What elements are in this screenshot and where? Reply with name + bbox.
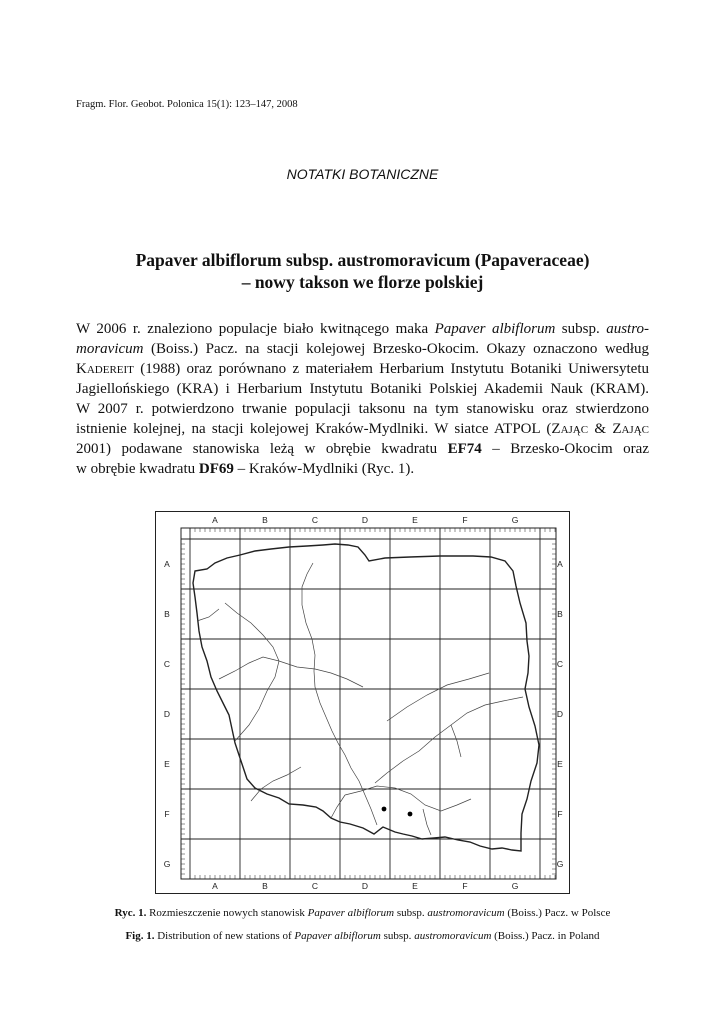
column-label-top: E	[412, 515, 418, 525]
column-label-bottom: F	[462, 881, 468, 891]
row-label-left: D	[163, 709, 171, 719]
atpol-distribution-map	[155, 511, 570, 894]
paragraph-line: 2001) podawane stanowiska leżą w obrębie kwadratu EF74 – Brzesko-Okocim oraz	[76, 441, 649, 457]
row-label-right: A	[557, 559, 563, 569]
column-label-top: B	[262, 515, 268, 525]
paragraph-line: moravicum (Boiss.) Pacz. na stacji kolejowej Brzesko-Okocim. Okazy oznaczono według	[76, 341, 649, 357]
column-label-top: D	[361, 515, 369, 525]
column-label-bottom: G	[511, 881, 519, 891]
paragraph-line: Kadereit (1988) oraz porównano z materiałem Herbarium Instytutu Botaniki Uniwersytetu	[76, 361, 649, 377]
paragraph-line: W 2006 r. znaleziono populacje biało kwitnącego maka Papaver albiflorum subsp. austro-	[76, 321, 649, 337]
body-paragraph	[76, 319, 649, 479]
paragraph-line: istnienie kolejnej, na stacji kolejowej Kraków-Mydlniki. W siatce ATPOL (Zając & Zając	[76, 421, 649, 437]
section-heading: NOTATKI BOTANICZNE	[286, 166, 439, 182]
row-label-right: E	[557, 759, 563, 769]
row-label-right: F	[557, 809, 563, 819]
column-label-top: F	[462, 515, 468, 525]
row-label-right: C	[556, 659, 564, 669]
column-label-top: C	[311, 515, 319, 525]
paragraph-line: W 2007 r. potwierdzono trwanie populacji taksonu na tym stanowisku oraz stwierdzono	[76, 401, 649, 417]
journal-citation: Fragm. Flor. Geobot. Polonica 15(1): 123–147, 2008	[76, 99, 298, 110]
paragraph-line: w obrębie kwadratu DF69 – Kraków-Mydlniki (Ryc. 1).	[76, 461, 415, 477]
article-title-line-1: Papaver albiflorum subsp. austromoravicum (Papaveraceae)	[135, 250, 590, 270]
map-frame	[156, 512, 570, 894]
row-label-left: E	[164, 759, 170, 769]
article-title-line-2: – nowy takson we florze polskiej	[241, 272, 484, 292]
row-label-left: C	[163, 659, 171, 669]
row-label-right: D	[556, 709, 564, 719]
column-label-bottom: A	[212, 881, 218, 891]
row-label-left: A	[164, 559, 170, 569]
column-label-bottom: D	[361, 881, 369, 891]
row-label-left: F	[164, 809, 170, 819]
row-label-left: G	[163, 859, 171, 869]
column-label-top: G	[511, 515, 519, 525]
paragraph-line: Jagiellońskiego (KRA) i Herbarium Instytutu Botaniki Polskiej Akademii Nauk (KRAM).	[76, 381, 649, 397]
caption-polish: Ryc. 1. Rozmieszczenie nowych stanowisk Papaver albiflorum subsp. austromoravicum (Boiss.) Pacz. w Polsce	[114, 907, 611, 919]
row-label-right: G	[556, 859, 564, 869]
locality-dot-ef74	[408, 812, 413, 817]
column-label-top: A	[212, 515, 218, 525]
column-label-bottom: C	[311, 881, 319, 891]
column-label-bottom: B	[262, 881, 268, 891]
caption-english: Fig. 1. Distribution of new stations of Papaver albiflorum subsp. austromoravicum (Boiss.) Pacz. in Poland	[125, 930, 600, 942]
column-label-bottom: E	[412, 881, 418, 891]
locality-dot-df69	[382, 807, 387, 812]
row-label-left: B	[164, 609, 170, 619]
row-label-right: B	[557, 609, 563, 619]
